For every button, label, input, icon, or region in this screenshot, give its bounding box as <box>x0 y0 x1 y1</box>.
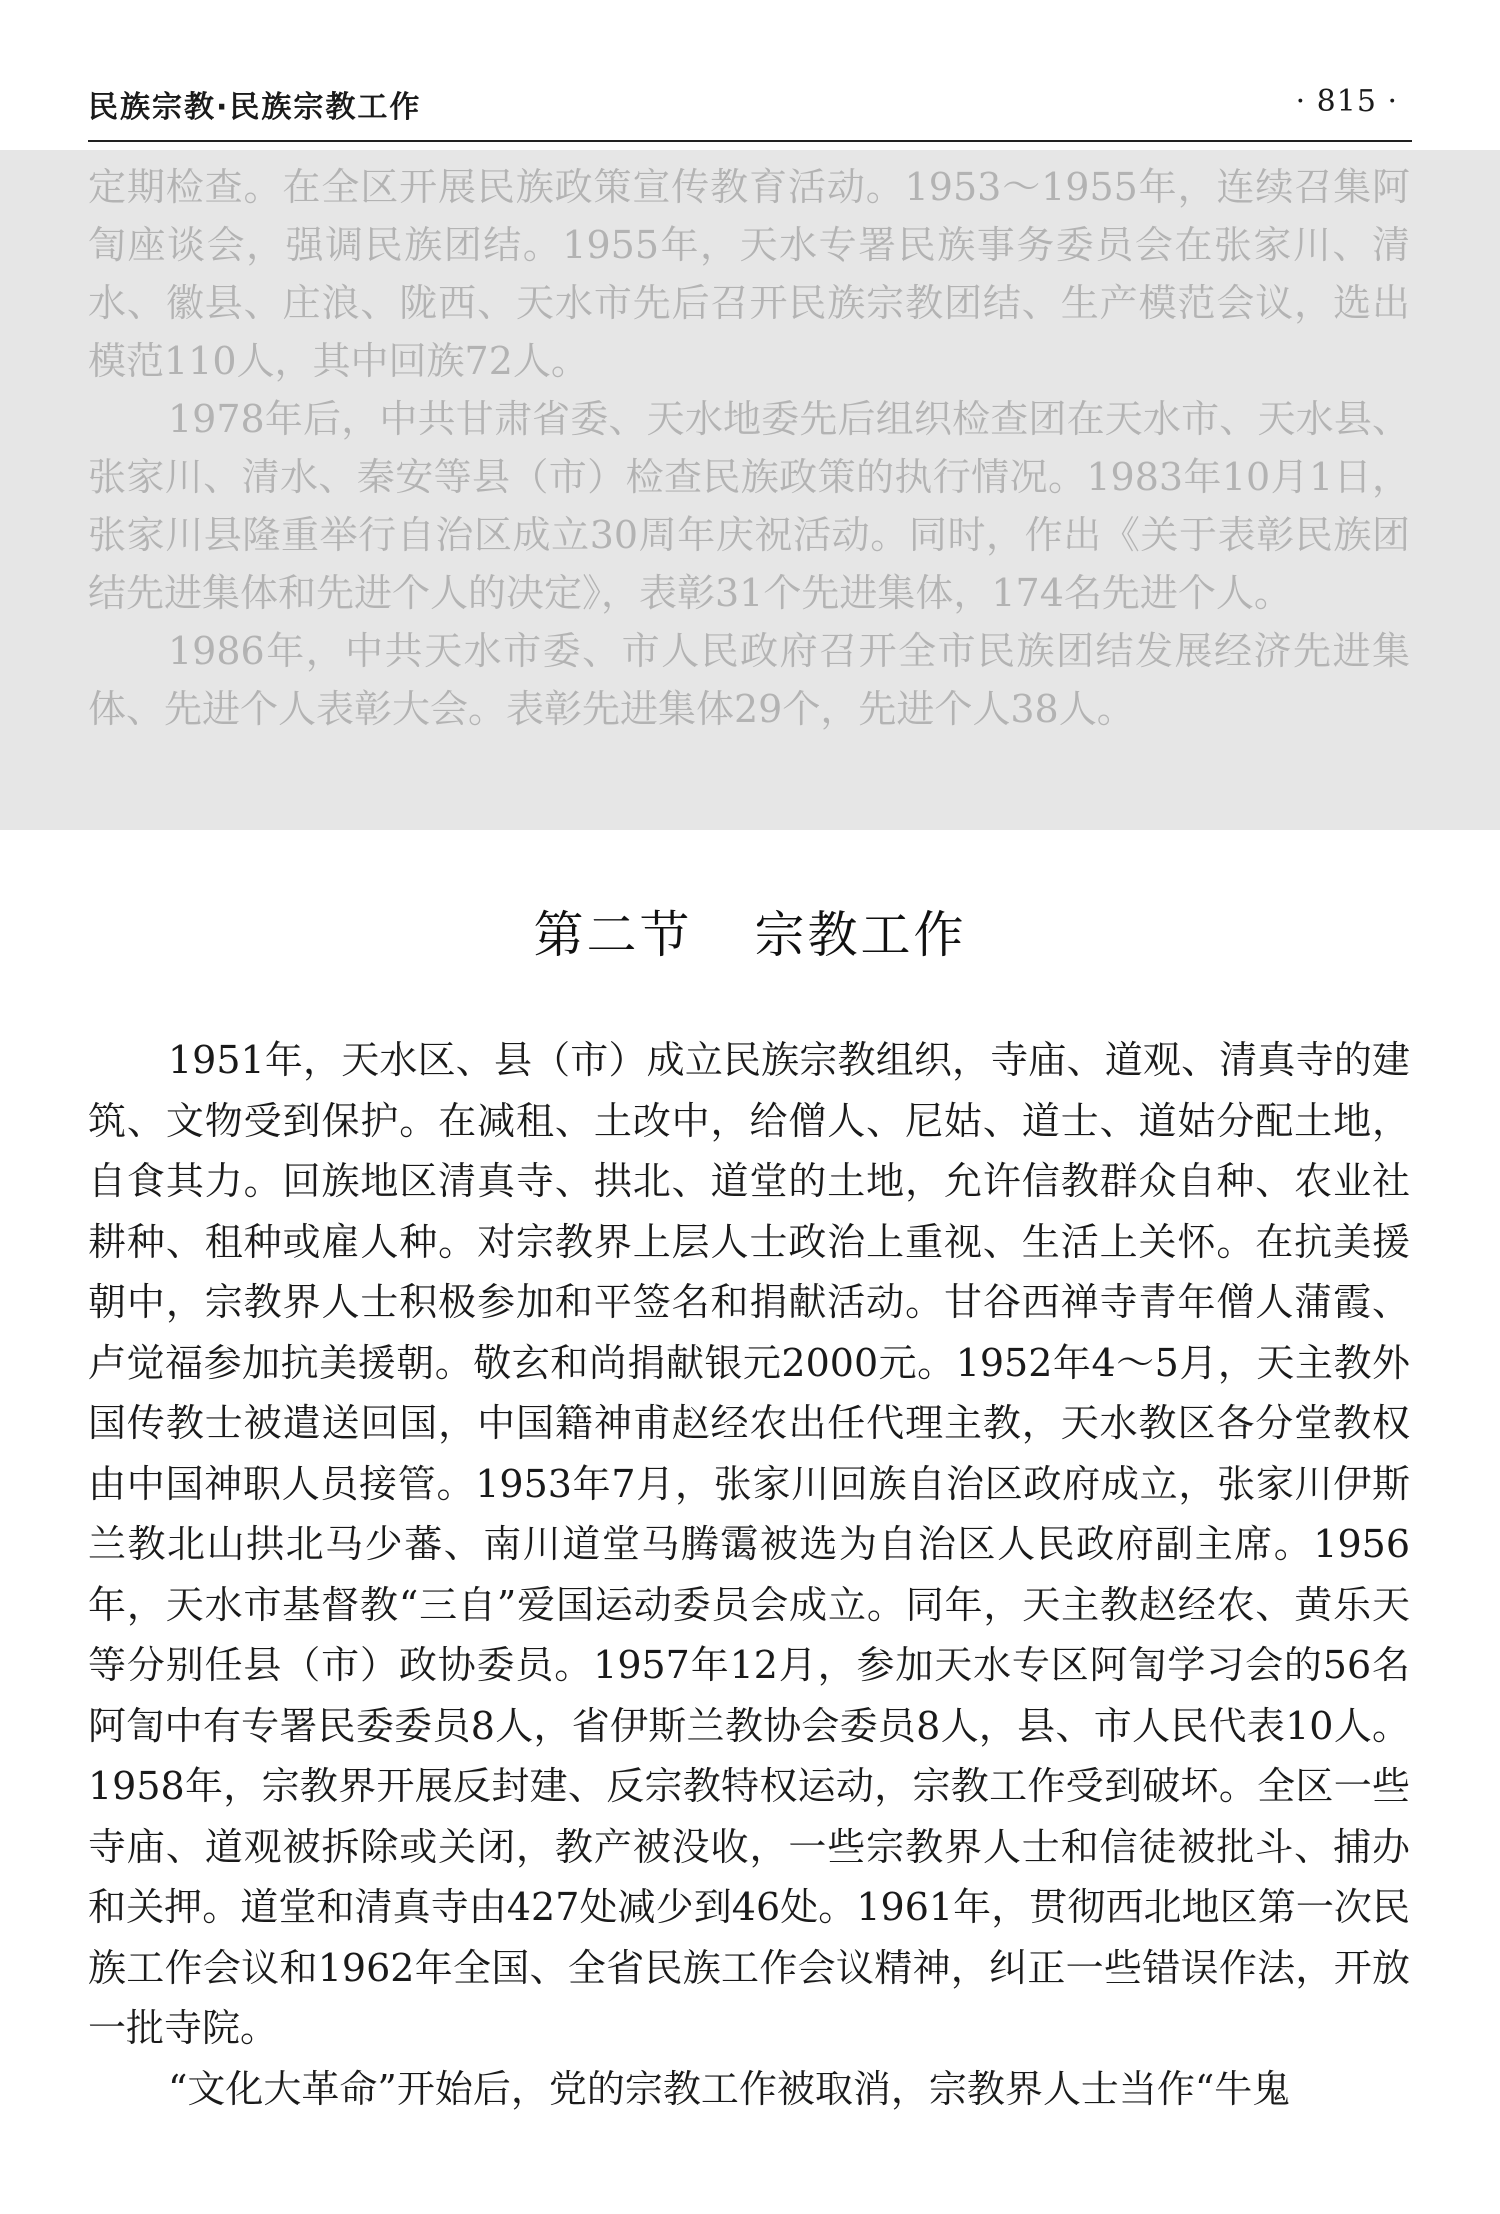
running-header <box>88 82 1412 138</box>
body-text <box>88 1030 1410 2119</box>
header-rule <box>88 140 1412 142</box>
running-title: 民族宗教·民族宗教工作 <box>88 90 422 125</box>
section-number: 第二节 <box>533 906 693 964</box>
body-paragraph: “文化大革命”开始后，党的宗教工作被取消，宗教界人士当作“牛鬼 <box>168 2066 1291 2111</box>
section-heading <box>0 895 1500 967</box>
body-paragraph: 1951年，天水区、县（市）成立民族宗教组织，寺庙、道观、清真寺的建筑、文物受到保护。在减租、土改中，给僧人、尼姑、道士、道姑分配土地，自食其力。回族地区清真寺、拱北、道堂的土地，允许信教群众自种、农业社耕种、租种或雇人种。对宗教界上层人士政治上重视、生活上关怀。在抗美援朝中，宗教界人士积极参加和平签名和捐献活动。甘谷西禅寺青年僧人蒲霞、卢觉福参加抗美援朝。敬玄和尚捐献银元2000元。1952年4～5月，天主教外国传教士被遣送回国，中国籍神甫赵经农出任代理主教，天水教区各分堂教权由中国神职人员接管。1953年7月，张家川回族自治区政府成立，张家川伊斯兰教北山拱北马少蕃、南川道堂马腾霭被选为自治区人民政府副主席。1956年，天水市基督教“三自”爱国运动委员会成立。同年，天主教赵经农、黄乐天等分别任县（市）政协委员。1957年12月，参加天水专区阿訇学习会的56名阿訇中有专署民委委员8人，省伊斯兰教协会委员8人，县、市人民代表10人。1958年，宗教界开展反封建、反宗教特权运动，宗教工作受到破坏。全区一些寺庙、道观被拆除或关闭，教产被没收，一些宗教界人士和信徒被批斗、捕办和关押。道堂和清真寺由427处减少到46处。1961年，贯彻西北地区第一次民族工作会议和1962年全国、全省民族工作会议精神，纠正一些错误作法，开放一批寺院。 <box>88 1038 1410 2050</box>
faded-section <box>88 158 1410 738</box>
faded-paragraph: 1978年后，中共甘肃省委、天水地委先后组织检查团在天水市、天水县、张家川、清水、秦安等县（市）检查民族政策的执行情况。1983年10月1日，张家川县隆重举行自治区成立30周年庆祝活动。同时，作出《关于表彰民族团结先进集体和先进个人的决定》，表彰31个先进集体，174名先进个人。 <box>88 397 1410 615</box>
faded-paragraph: 1986年，中共天水市委、市人民政府召开全市民族团结发展经济先进集体、先进个人表彰大会。表彰先进集体29个，先进个人38人。 <box>88 629 1410 731</box>
faded-paragraph: 定期检查。在全区开展民族政策宣传教育活动。1953～1955年，连续召集阿訇座谈会，强调民族团结。1955年，天水专署民族事务委员会在张家川、清水、徽县、庄浪、陇西、天水市先后召开民族宗教团结、生产模范会议，选出模范110人，其中回族72人。 <box>88 165 1410 383</box>
page-number: · 815 · <box>1295 84 1398 119</box>
section-title: 宗教工作 <box>754 906 967 964</box>
